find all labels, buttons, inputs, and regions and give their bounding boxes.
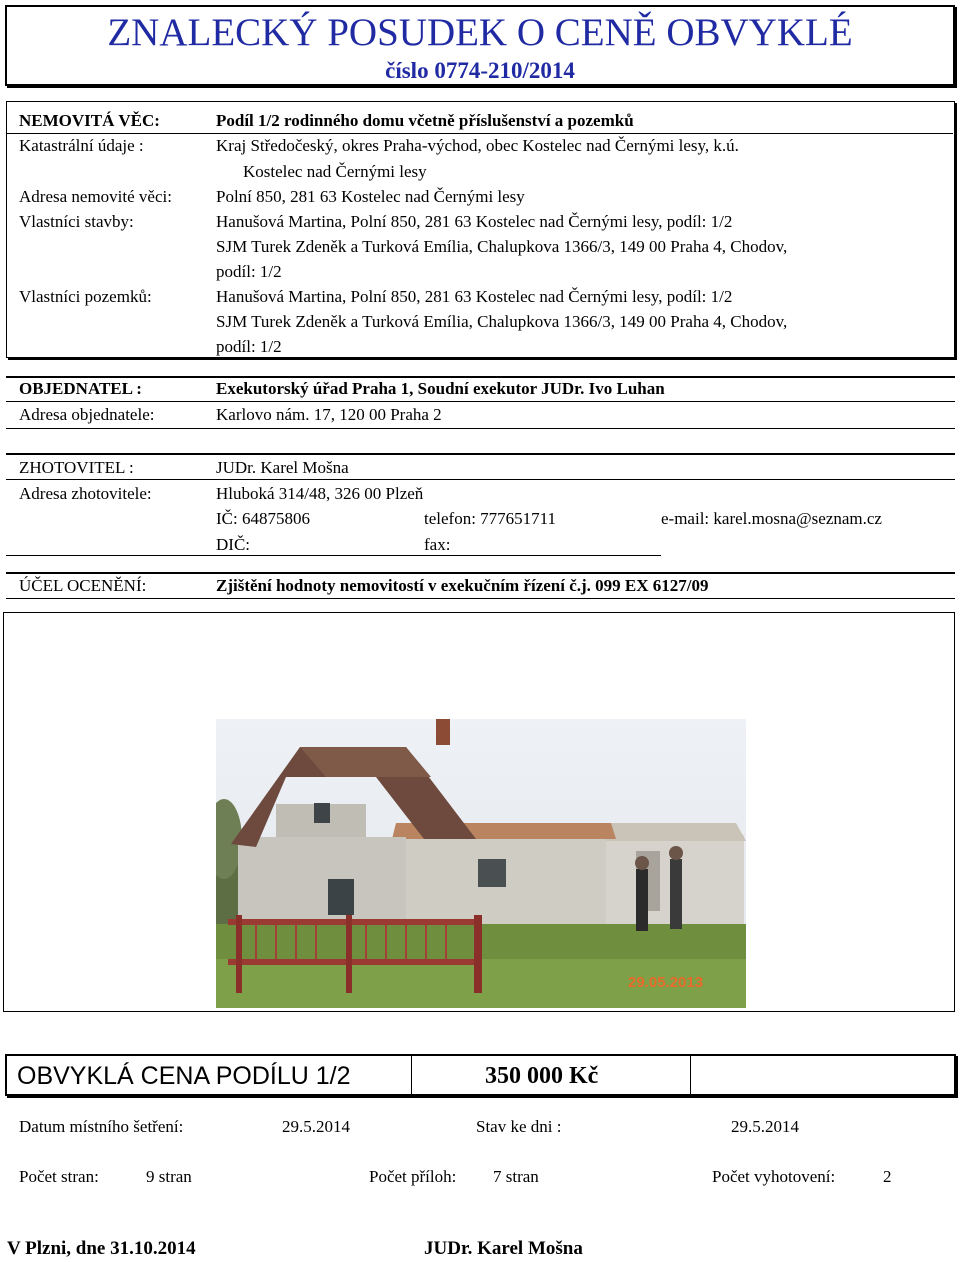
divider — [6, 572, 955, 574]
building-owner-1: Hanušová Martina, Polní 850, 281 63 Kostelec nad Černými lesy, podíl: 1/2 — [216, 212, 733, 231]
divider — [7, 133, 953, 134]
land-owners-label: Vlastníci pozemků: — [19, 287, 152, 306]
client-label: OBJEDNATEL : — [19, 379, 142, 398]
pages-label: Počet stran: — [19, 1167, 99, 1186]
property-item-label: NEMOVITÁ VĚC: — [19, 111, 160, 130]
pages-value: 9 stran — [146, 1167, 192, 1186]
divider — [6, 376, 955, 378]
client-address-value: Karlovo nám. 17, 120 00 Praha 2 — [216, 405, 442, 424]
inspection-date-value: 29.5.2014 — [282, 1117, 350, 1136]
divider — [6, 479, 955, 480]
divider — [690, 1056, 691, 1094]
house-photo — [216, 719, 746, 1008]
copies-label: Počet vyhotovení: — [712, 1167, 836, 1186]
copies-value: 2 — [883, 1167, 892, 1186]
contractor-phone: telefon: 777651711 — [424, 509, 557, 528]
state-date-value: 29.5.2014 — [731, 1117, 799, 1136]
inspection-date-label: Datum místního šetření: — [19, 1117, 184, 1136]
divider — [6, 401, 955, 402]
title-box — [5, 5, 955, 86]
cadastral-value-line2: Kostelec nad Černými lesy — [243, 162, 427, 181]
divider — [6, 453, 955, 455]
contractor-value: JUDr. Karel Mošna — [216, 458, 349, 477]
building-owner-2: SJM Turek Zdeněk a Turková Emília, Chalupkova 1366/3, 149 00 Praha 4, Chodov, — [216, 237, 788, 256]
purpose-value: Zjištění hodnoty nemovitostí v exekučním řízení č.j. 099 EX 6127/09 — [216, 576, 709, 595]
land-owner-1: Hanušová Martina, Polní 850, 281 63 Kostelec nad Černými lesy, podíl: 1/2 — [216, 287, 733, 306]
price-value: 350 000 Kč — [485, 1063, 599, 1089]
property-item-value: Podíl 1/2 rodinného domu včetně příslušenství a pozemků — [216, 111, 634, 130]
document-number: číslo 0774-210/2014 — [385, 58, 575, 83]
building-owners-label: Vlastníci stavby: — [19, 212, 134, 231]
attachments-label: Počet příloh: — [369, 1167, 457, 1186]
contractor-label: ZHOTOVITEL : — [19, 458, 134, 477]
land-owner-2-share: podíl: 1/2 — [216, 337, 282, 356]
photo-date-stamp: 29.05.2013 — [628, 974, 704, 991]
divider — [6, 428, 955, 429]
client-address-label: Adresa objednatele: — [19, 405, 155, 424]
divider — [6, 598, 955, 599]
address-value: Polní 850, 281 63 Kostelec nad Černými lesy — [216, 187, 525, 206]
document-title: ZNALECKÝ POSUDEK O CENĚ OBVYKLÉ — [107, 11, 853, 54]
price-label: OBVYKLÁ CENA PODÍLU 1/2 — [17, 1062, 351, 1090]
land-owner-2: SJM Turek Zdeněk a Turková Emília, Chalupkova 1366/3, 149 00 Praha 4, Chodov, — [216, 312, 788, 331]
place-and-date: V Plzni, dne 31.10.2014 — [7, 1238, 196, 1259]
price-row — [5, 1054, 956, 1096]
client-value: Exekutorský úřad Praha 1, Soudní exekutor JUDr. Ivo Luhan — [216, 379, 665, 398]
cadastral-value-line1: Kraj Středočeský, okres Praha-východ, obec Kostelec nad Černými lesy, k.ú. — [216, 136, 739, 155]
photo-frame — [3, 612, 955, 1012]
contractor-email[interactable]: e-mail: karel.mosna@seznam.cz — [661, 509, 882, 528]
building-owner-2-share: podíl: 1/2 — [216, 262, 282, 281]
cadastral-label: Katastrální údaje : — [19, 136, 144, 155]
contractor-ic: IČ: 64875806 — [216, 509, 310, 528]
purpose-label: ÚČEL OCENĚNÍ: — [19, 576, 147, 595]
attachments-value: 7 stran — [493, 1167, 539, 1186]
contractor-dic: DIČ: — [216, 535, 250, 554]
address-label: Adresa nemovité věci: — [19, 187, 172, 206]
contractor-address-label: Adresa zhotovitele: — [19, 484, 152, 503]
state-date-label: Stav ke dni : — [476, 1117, 562, 1136]
contractor-fax: fax: — [424, 535, 451, 554]
signature-name: JUDr. Karel Mošna — [424, 1238, 583, 1259]
divider — [411, 1056, 412, 1094]
contractor-address-value: Hluboká 314/48, 326 00 Plzeň — [216, 484, 424, 503]
divider — [6, 555, 661, 556]
